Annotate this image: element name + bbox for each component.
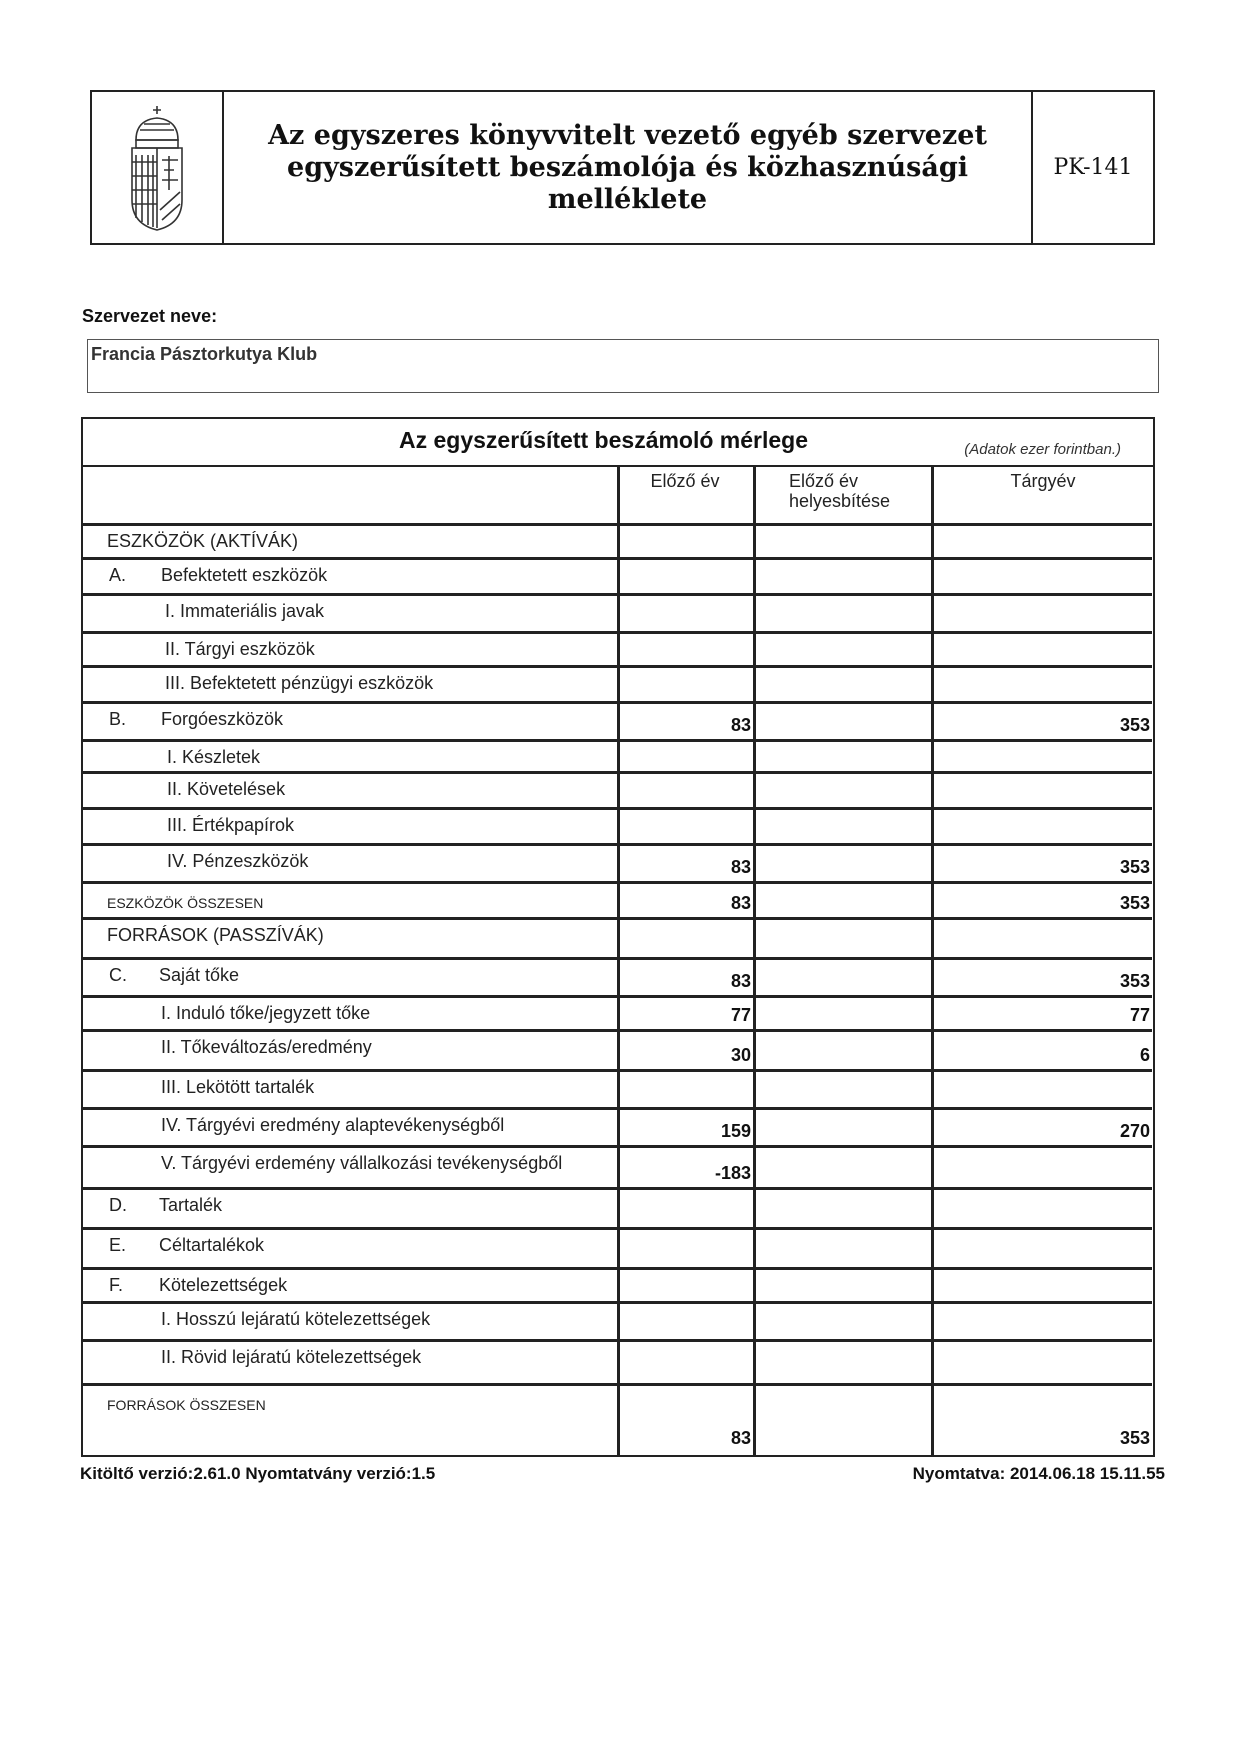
row-label: II. Rövid lejáratú kötelezettségek: [161, 1347, 422, 1367]
row-label: III. Befektetett pénzügyi eszközök: [165, 673, 434, 693]
row-prefix: E.: [109, 1235, 127, 1255]
row-label: Befektetett eszközök: [161, 565, 328, 585]
correction-cell[interactable]: [753, 525, 931, 559]
correction-cell[interactable]: [753, 1229, 931, 1269]
row-label: Saját tőke: [159, 965, 240, 985]
column-divider: [931, 467, 934, 1456]
current-year-cell[interactable]: 270: [1119, 1121, 1150, 1141]
row-prefix: C.: [109, 965, 127, 985]
row-label: III. Lekötött tartalék: [161, 1077, 315, 1097]
row-label: V. Tárgyévi erdemény vállalkozási tevékenységből: [161, 1153, 563, 1173]
row-label: ESZKÖZÖK (AKTÍVÁK): [107, 531, 299, 551]
correction-cell[interactable]: [753, 595, 931, 633]
row-prefix: D.: [109, 1195, 127, 1215]
correction-cell[interactable]: [753, 703, 931, 741]
previous-year-cell[interactable]: 159: [720, 1121, 751, 1141]
row-label: I. Hosszú lejáratú kötelezettségek: [161, 1309, 431, 1329]
correction-cell[interactable]: [753, 773, 931, 809]
coat-of-arms-icon: [92, 92, 224, 243]
row-label: Kötelezettségek: [159, 1275, 288, 1295]
current-year-cell[interactable]: 353: [1119, 893, 1150, 913]
current-year-cell[interactable]: 353: [1119, 857, 1150, 877]
previous-year-cell[interactable]: 30: [730, 1045, 751, 1065]
correction-cell[interactable]: [753, 667, 931, 703]
previous-year-cell[interactable]: 77: [730, 1005, 751, 1025]
form-title-line1: Az egyszeres könyvvitelt vezető egyéb szervezet: [268, 119, 987, 151]
row-label: FORRÁSOK (PASSZÍVÁK): [107, 925, 324, 945]
correction-cell[interactable]: [753, 559, 931, 595]
organization-name-field[interactable]: Francia Pásztorkutya Klub: [87, 339, 1159, 393]
current-year-cell[interactable]: 353: [1119, 1428, 1150, 1448]
previous-year-cell[interactable]: -183: [714, 1163, 751, 1183]
correction-cell[interactable]: [753, 997, 931, 1031]
correction-cell[interactable]: [753, 959, 931, 997]
row-label: IV. Pénzeszközök: [167, 851, 309, 871]
column-header-current-year: Tárgyév: [1010, 471, 1076, 491]
print-timestamp: Nyomtatva: 2014.06.18 15.11.55: [912, 1464, 1165, 1483]
column-header-correction: [753, 467, 931, 525]
form-header: [90, 90, 1155, 245]
row-label: I. Immateriális javak: [165, 601, 325, 621]
correction-cell[interactable]: [753, 845, 931, 883]
form-title-line2: egyszerűsített beszámolója és közhasznúsági melléklete: [287, 151, 968, 215]
row-label: FORRÁSOK ÖSSZESEN: [107, 1397, 266, 1413]
column-header-previous-year: Előző év: [650, 471, 720, 491]
row-label: ESZKÖZÖK ÖSSZESEN: [107, 895, 264, 911]
current-year-cell[interactable]: 353: [1119, 715, 1150, 735]
balance-sheet-table: [81, 417, 1155, 1457]
previous-year-cell[interactable]: 83: [730, 893, 751, 913]
correction-cell[interactable]: [753, 1269, 931, 1303]
row-label: II. Tárgyi eszközök: [165, 639, 315, 659]
current-year-cell[interactable]: 77: [1129, 1005, 1150, 1025]
correction-cell[interactable]: [753, 1341, 931, 1385]
correction-cell[interactable]: [753, 1303, 931, 1341]
correction-cell[interactable]: [753, 883, 931, 919]
correction-cell[interactable]: [753, 741, 931, 773]
row-label: Tartalék: [159, 1195, 223, 1215]
row-label: Céltartalékok: [159, 1235, 265, 1255]
correction-cell[interactable]: [753, 1189, 931, 1229]
row-label: Forgóeszközök: [161, 709, 284, 729]
correction-cell[interactable]: [753, 809, 931, 845]
correction-cell[interactable]: [753, 1385, 931, 1454]
column-header-correction-line1: Előző év: [789, 471, 859, 491]
organization-label: Szervezet neve:: [82, 306, 218, 326]
previous-year-cell[interactable]: 83: [730, 971, 751, 991]
current-year-cell[interactable]: 353: [1119, 971, 1150, 991]
row-label: III. Értékpapírok: [167, 815, 295, 835]
row-label: I. Készletek: [167, 747, 261, 767]
correction-cell[interactable]: [753, 1071, 931, 1109]
row-label: II. Tőkeváltozás/eredmény: [161, 1037, 372, 1057]
row-label: II. Követelések: [167, 779, 286, 799]
previous-year-cell[interactable]: 83: [730, 857, 751, 877]
row-label: I. Induló tőke/jegyzett tőke: [161, 1003, 371, 1023]
row-prefix: F.: [109, 1275, 124, 1295]
table-title: Az egyszerűsített beszámoló mérlege: [399, 427, 809, 453]
previous-year-cell[interactable]: 83: [730, 715, 751, 735]
row-prefix: B.: [109, 709, 127, 729]
correction-cell[interactable]: [753, 633, 931, 667]
previous-year-cell[interactable]: 83: [730, 1428, 751, 1448]
form-code: PK-141: [1031, 92, 1153, 243]
correction-cell[interactable]: [753, 919, 931, 959]
correction-cell[interactable]: [753, 1109, 931, 1147]
row-label: IV. Tárgyévi eredmény alaptevékenységből: [161, 1115, 505, 1135]
correction-cell[interactable]: [753, 1031, 931, 1071]
unit-note: (Adatok ezer forintban.): [964, 441, 1121, 458]
correction-cell[interactable]: [753, 1147, 931, 1189]
row-prefix: A.: [109, 565, 127, 585]
table-title-bar: [83, 419, 1153, 467]
current-year-cell[interactable]: 6: [1139, 1045, 1150, 1065]
version-info: Kitöltő verzió:2.61.0 Nyomtatvány verzió:1.5: [80, 1464, 436, 1483]
form-title: [224, 92, 1031, 243]
column-header-correction-line2: helyesbítése: [789, 491, 891, 511]
column-divider: [617, 467, 620, 1456]
